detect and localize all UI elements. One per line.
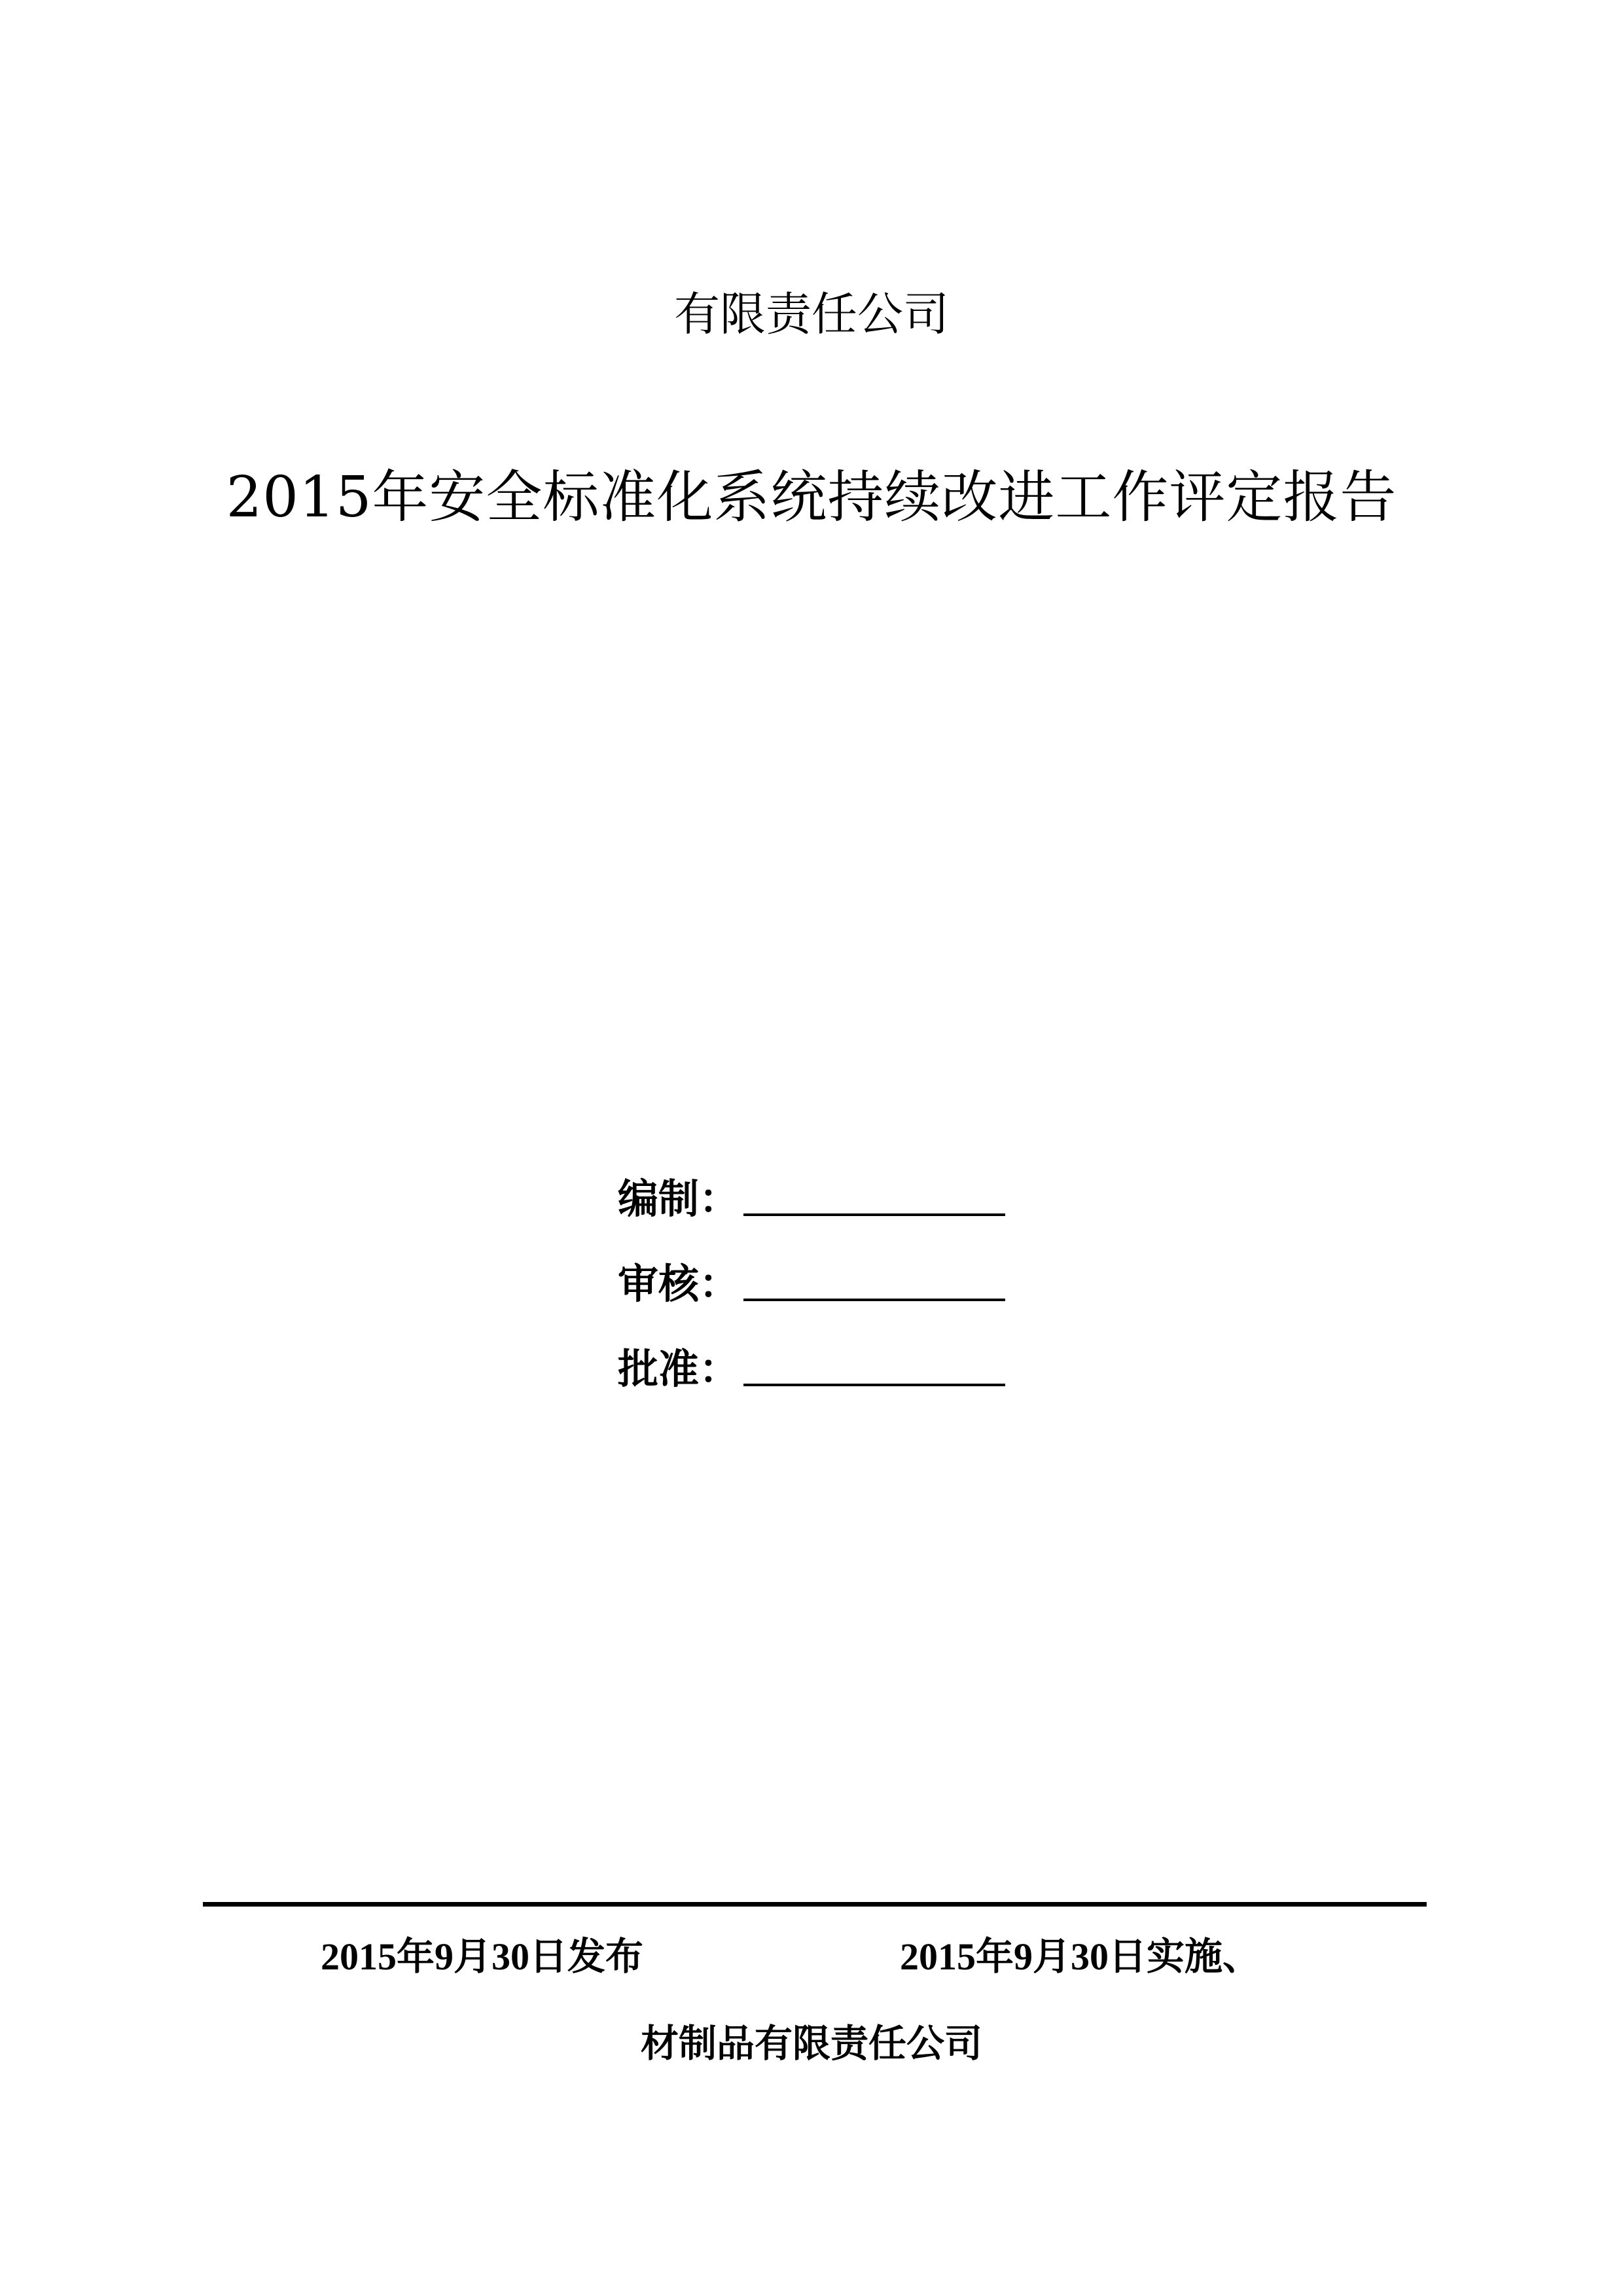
- footer-company-name: 材制品有限责任公司: [640, 2021, 982, 2066]
- compile-row: [618, 1140, 1076, 1225]
- compile-label: 编制：: [618, 1175, 740, 1223]
- report-title: 2015年安全标准化系统持续改进工作评定报告: [226, 465, 1397, 530]
- implement-date: 2015年9月30日实施、: [900, 1935, 1261, 1978]
- publish-date: 2015年9月30日发布: [321, 1935, 644, 1978]
- footer-divider: [203, 1902, 1427, 1907]
- company-name: 有限责任公司: [674, 287, 949, 341]
- signature-block: [618, 1140, 1076, 1395]
- compile-signature-line: [743, 1213, 1005, 1216]
- review-row: [618, 1225, 1076, 1310]
- review-label: 审核：: [618, 1260, 740, 1308]
- approve-signature-line: [743, 1384, 1005, 1386]
- approve-row: [618, 1310, 1076, 1395]
- approve-label: 批准：: [618, 1345, 740, 1393]
- review-signature-line: [743, 1299, 1005, 1301]
